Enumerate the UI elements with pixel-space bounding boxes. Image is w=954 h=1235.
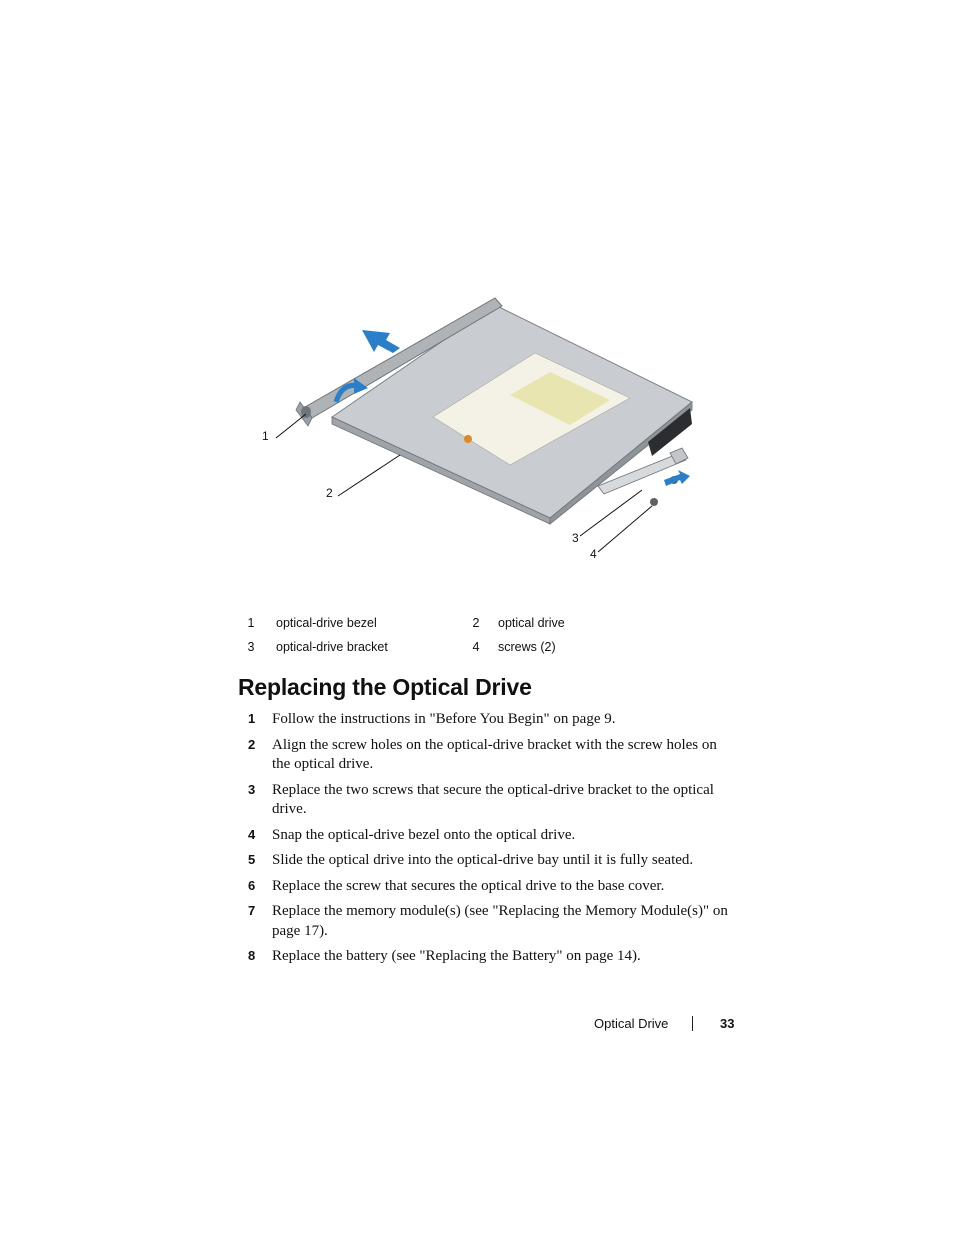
step-number: 5	[248, 852, 256, 867]
procedure-step	[238, 710, 738, 730]
callout-2: 2	[326, 486, 333, 500]
optical-drive-illustration	[250, 290, 710, 570]
legend-label: optical-drive bracket	[276, 640, 388, 654]
callout-4: 4	[590, 547, 597, 561]
procedure-step	[238, 947, 738, 967]
legend-number: 4	[472, 640, 480, 654]
step-text: Replace the memory module(s) (see "Replacing the Memory Module(s)" on page 17).	[272, 903, 728, 939]
step-number: 2	[248, 736, 256, 752]
callout-3: 3	[572, 531, 579, 545]
optical-drive-diagram	[250, 290, 710, 570]
step-text: Snap the optical-drive bezel onto the optical drive.	[272, 826, 576, 843]
step-text: Replace the screw that secures the optical drive to the base cover.	[272, 877, 665, 894]
legend-row	[240, 612, 720, 636]
page-footer	[580, 1014, 740, 1034]
callout-1: 1	[262, 429, 269, 443]
procedure-step	[238, 877, 738, 897]
step-number: 6	[248, 877, 256, 893]
step-text: Replace the battery (see "Replacing the Battery" on page 14).	[272, 948, 641, 964]
legend-label: optical-drive bezel	[276, 616, 377, 630]
legend-label: optical drive	[498, 616, 565, 630]
slide-arrow-icon	[664, 470, 690, 486]
legend-number: 2	[472, 616, 480, 630]
step-text: Replace the two screws that secure the optical-drive bracket to the optical drive.	[272, 781, 714, 817]
legend-number: 3	[247, 640, 255, 654]
step-number: 8	[248, 948, 256, 963]
step-number: 3	[248, 781, 256, 797]
legend-number: 1	[247, 616, 255, 630]
procedure-step	[238, 781, 738, 820]
step-text: Align the screw holes on the optical-drive bracket with the screw holes on the optical drive.	[272, 736, 717, 772]
step-text: Slide the optical drive into the optical-drive bay until it is fully seated.	[272, 852, 694, 868]
section-title: Replacing the Optical Drive	[238, 674, 532, 700]
figure-legend	[240, 612, 720, 660]
step-text: Follow the instructions in "Before You Begin" on page 9.	[272, 711, 616, 727]
procedure-step	[238, 826, 738, 846]
screw	[650, 498, 658, 506]
step-number: 1	[248, 711, 256, 726]
procedure-steps	[238, 710, 738, 973]
step-number: 7	[248, 903, 256, 918]
legend-label: screws (2)	[498, 640, 556, 654]
footer-section-name: Optical Drive	[594, 1016, 669, 1031]
page-number: 33	[720, 1016, 735, 1031]
procedure-step	[238, 902, 738, 941]
removal-arrow-icon	[362, 330, 400, 353]
procedure-step	[238, 736, 738, 775]
procedure-step	[238, 851, 738, 871]
footer-divider	[692, 1016, 693, 1031]
step-number: 4	[248, 826, 256, 842]
legend-row	[240, 636, 720, 660]
